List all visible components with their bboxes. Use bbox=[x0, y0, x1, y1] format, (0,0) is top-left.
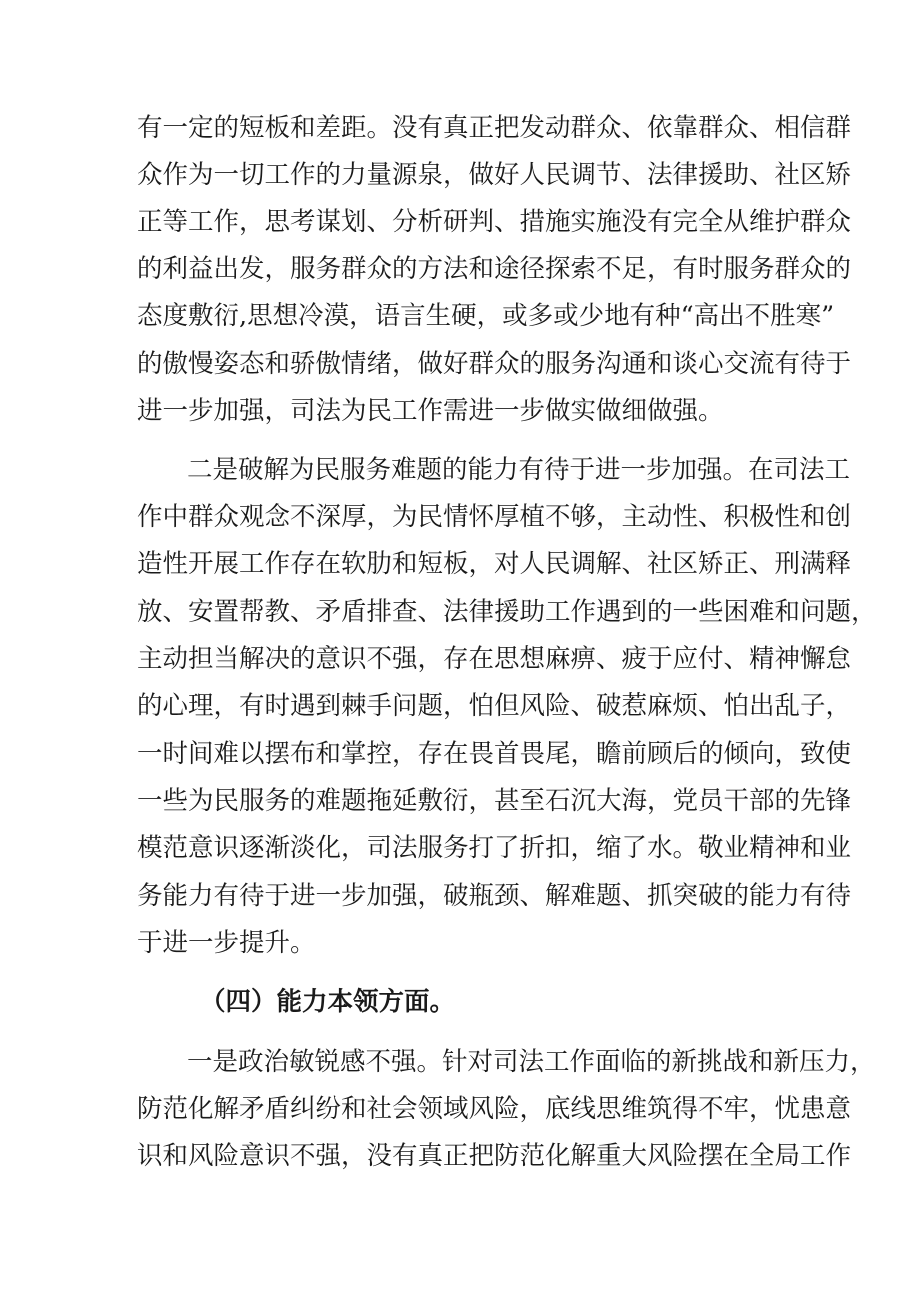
paragraph-1-line-1: 有一定的短板和差距。没有真正把发动群众、依靠群众、相信群 bbox=[137, 113, 852, 143]
paragraph-2-line-3: 造性开展工作存在软肋和短板，对人民调解、社区矫正、刑满释 bbox=[137, 549, 852, 579]
paragraph-1-line-3: 正等工作，思考谋划、分析研判、措施实施没有完全从维护群众 bbox=[137, 207, 852, 237]
paragraph-2-line-10: 务能力有待于进一步加强，破瓶颈、解难题、抓突破的能力有待 bbox=[137, 881, 852, 911]
paragraph-2-line-7: 一时间难以摆布和掌控，存在畏首畏尾，瞻前顾后的倾向，致使 bbox=[137, 739, 852, 769]
paragraph-2-line-2: 作中群众观念不深厚，为民情怀厚植不够，主动性、积极性和创 bbox=[137, 502, 852, 532]
paragraph-3-line-3: 识和风险意识不强，没有真正把防范化解重大风险摆在全局工作 bbox=[137, 1141, 852, 1171]
paragraph-3-line-2: 防范化解矛盾纠纷和社会领域风险，底线思维筑得不牢，忧患意 bbox=[137, 1094, 852, 1124]
paragraph-3-line-1: 一是政治敏锐感不强。针对司法工作面临的新挑战和新压力， bbox=[187, 1047, 876, 1077]
paragraph-2-line-9: 模范意识逐渐淡化，司法服务打了折扣，缩了水。敬业精神和业 bbox=[137, 833, 852, 863]
paragraph-2-line-1: 二是破解为民服务难题的能力有待于进一步加强。在司法工 bbox=[187, 455, 851, 485]
paragraph-1-line-6: 的傲慢姿态和骄傲情绪，做好群众的服务沟通和谈心交流有待于 bbox=[137, 349, 852, 379]
paragraph-1-line-5: 态度敷衍,思想冷漠，语言生硬，或多或少地有种“高出不胜寒” bbox=[137, 301, 835, 331]
paragraph-1-line-4: 的利益出发，服务群众的方法和途径探索不足，有时服务群众的 bbox=[137, 254, 852, 284]
paragraph-1-line-2: 众作为一切工作的力量源泉，做好人民调节、法律援助、社区矫 bbox=[137, 160, 852, 190]
paragraph-2-line-4: 放、安置帮教、矛盾排查、法律援助工作遇到的一些困难和问题， bbox=[137, 597, 877, 627]
paragraph-2-line-8: 一些为民服务的难题拖延敷衍，甚至石沉大海，党员干部的先锋 bbox=[137, 786, 852, 816]
paragraph-2-line-6: 的心理，有时遇到棘手问题，怕但风险、破惹麻烦、怕出乱子， bbox=[137, 691, 852, 721]
paragraph-1-line-7: 进一步加强，司法为民工作需进一步做实做细做强。 bbox=[137, 396, 724, 426]
paragraph-2-line-11: 于进一步提升。 bbox=[137, 928, 316, 958]
paragraph-2-line-5: 主动担当解决的意识不强，存在思想麻痹、疲于应付、精神懈怠 bbox=[137, 644, 852, 674]
section-heading: （四）能力本领方面。 bbox=[200, 987, 456, 1017]
